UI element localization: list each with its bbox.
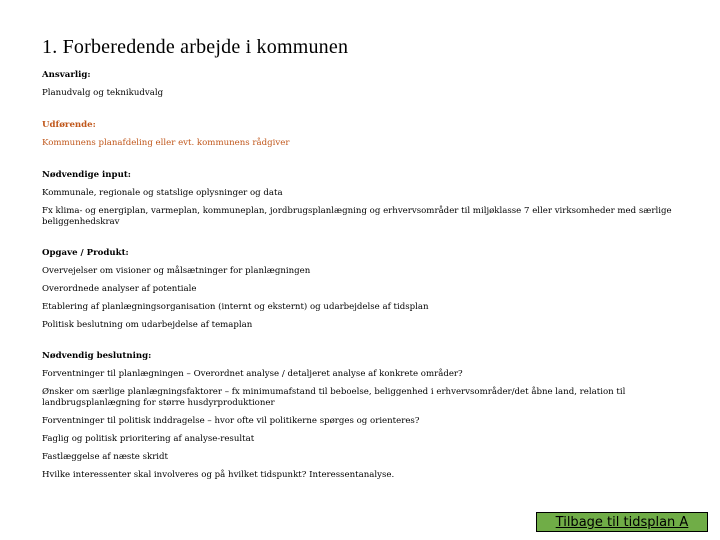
beslutning-line: Forventninger til politisk inddragelse – hvor ofte vil politikerne spørges og orienteres? <box>42 416 420 426</box>
page-title: 1. Forberedende arbejde i kommunen <box>42 36 349 58</box>
back-to-schedule-link[interactable]: Tilbage til tidsplan A <box>536 512 708 532</box>
beslutning-line: Faglig og politisk prioritering af analyse-resultat <box>42 434 255 444</box>
opgave-line: Overordnede analyser af potentiale <box>42 284 197 294</box>
beslutning-line: Fastlæggelse af næste skridt <box>42 452 169 462</box>
udforende-heading: Udførende: <box>42 120 96 130</box>
ansvarlig-text: Planudvalg og teknikudvalg <box>42 88 164 98</box>
input-line: Fx klima- og energiplan, varmeplan, kommuneplan, jordbrugsplanlægning og erhvervsområder til miljøklasse 7 eller virksomheder med særlige beliggenhedskrav <box>42 206 672 227</box>
ansvarlig-heading: Ansvarlig: <box>42 70 91 80</box>
input-heading: Nødvendige input: <box>42 170 131 180</box>
content-body <box>42 70 692 481</box>
opgave-heading: Opgave / Produkt: <box>42 248 129 258</box>
udforende-text: Kommunens planafdeling eller evt. kommunens rådgiver <box>42 138 290 148</box>
opgave-line: Etablering af planlægningsorganisation (internt og eksternt) og udarbejdelse af tidsplan <box>42 302 429 312</box>
opgave-line: Overvejelser om visioner og målsætninger for planlægningen <box>42 266 311 276</box>
input-line: Kommunale, regionale og statslige oplysninger og data <box>42 188 283 198</box>
beslutning-line: Ønsker om særlige planlægningsfaktorer – fx minimumafstand til beboelse, beliggenhed i erhvervsområder/det åbne land, relation til landbrugsplanlægning for større husdyrproduktioner <box>42 387 626 408</box>
beslutning-line: Hvilke interessenter skal involveres og på hvilket tidspunkt? Interessentanalyse. <box>42 470 395 480</box>
beslutning-heading: Nødvendig beslutning: <box>42 351 152 361</box>
beslutning-line: Forventninger til planlægningen – Overordnet analyse / detaljeret analyse af konkrete områder? <box>42 369 463 379</box>
opgave-line: Politisk beslutning om udarbejdelse af temaplan <box>42 320 253 330</box>
